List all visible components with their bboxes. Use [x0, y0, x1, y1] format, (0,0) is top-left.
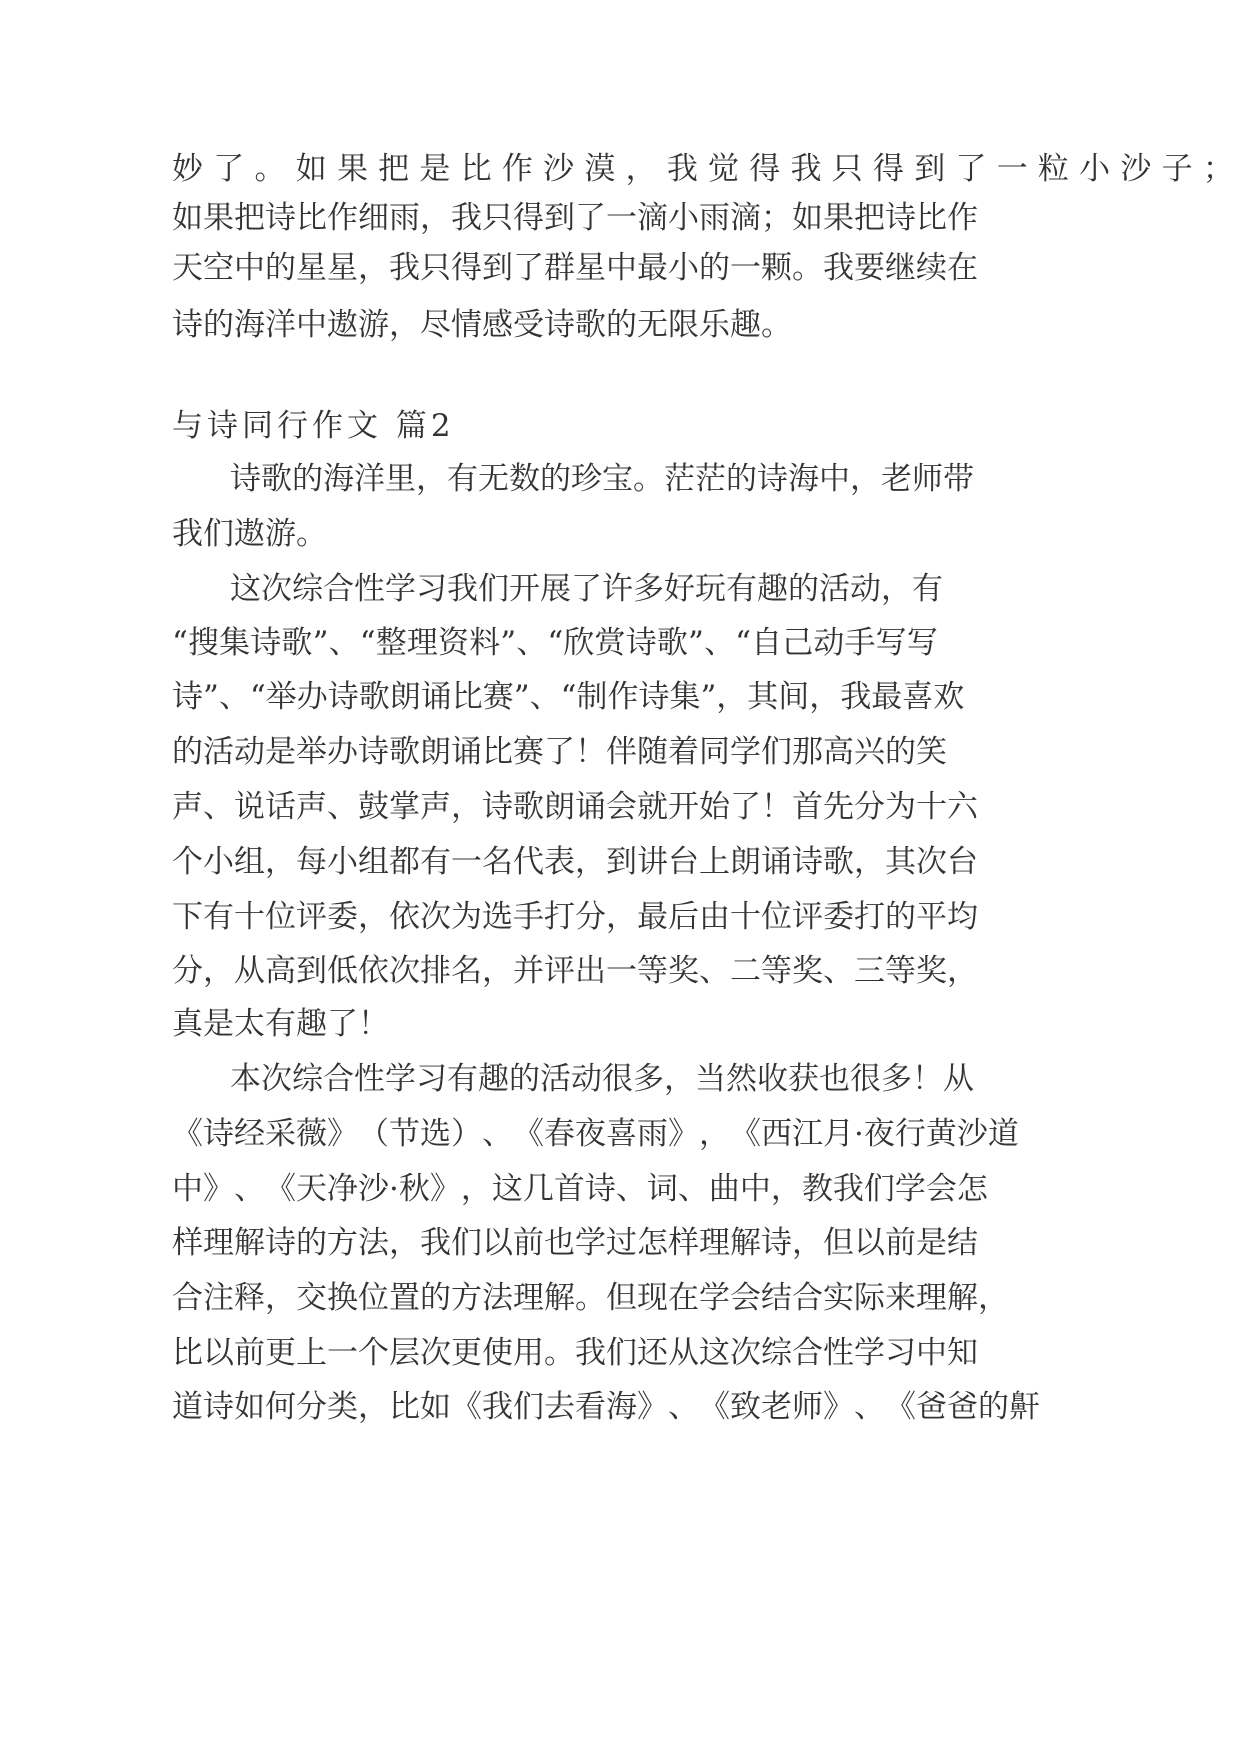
text-line: 诗 ” 、 “ 举 办 诗 歌 朗 诵 比 赛 ” 、 “ 制 作 诗 集 ” ， 其 间 ， 我 最 喜 欢	[172, 679, 965, 715]
text-line: 真是太有趣了！	[172, 1006, 389, 1042]
text-line: 我们遨游。	[172, 516, 327, 552]
text-line: 诗 歌 的 海 洋 里 ， 有 无 数 的 珍 宝 。 茫 茫 的 诗 海 中 ， 老 师 带	[230, 461, 974, 497]
text-line: 的 活 动 是 举 办 诗 歌 朗 诵 比 赛 了 ！ 伴 随 着 同 学 们 那 高 兴 的 笑	[172, 734, 947, 770]
text-line: 这 次 综 合 性 学 习 我 们 开 展 了 许 多 好 玩 有 趣 的 活 动 ， 有	[230, 571, 943, 607]
text-line: 样 理 解 诗 的 方 法 ， 我 们 以 前 也 学 过 怎 样 理 解 诗 ， 但 以 前 是 结	[172, 1225, 978, 1261]
text-line: 个 小 组 ， 每 小 组 都 有 一 名 代 表 ， 到 讲 台 上 朗 诵 诗 歌 ， 其 次 台	[172, 844, 978, 880]
text-line: 下 有 十 位 评 委 ， 依 次 为 选 手 打 分 ， 最 后 由 十 位 评 委 打 的 平 均	[172, 899, 978, 935]
text-line: 本 次 综 合 性 学 习 有 趣 的 活 动 很 多 ， 当 然 收 获 也 很 多 ！ 从	[230, 1061, 974, 1097]
text-line: 如 果 把 诗 比 作 细 雨 ， 我 只 得 到 了 一 滴 小 雨 滴 ； 如 果 把 诗 比 作	[172, 200, 978, 236]
section-heading: 与诗同行作文 篇2	[172, 408, 455, 444]
text-line: 道 诗 如 何 分 类 ， 比 如 《 我 们 去 看 海 》 、 《 致 老 师 》 、 《 爸 爸 的 鼾	[172, 1389, 1040, 1425]
text-line: 中 》 、 《 天 净 沙 · 秋 》 ， 这 几 首 诗 、 词 、 曲 中 ， 教 我 们 学 会 怎	[172, 1171, 988, 1207]
text-line: 《 诗 经 采 薇 》 （ 节 选 ） 、 《 春 夜 喜 雨 》 ， 《 西 江 月 · 夜 行 黄 沙 道	[172, 1116, 1019, 1152]
text-line: 比 以 前 更 上 一 个 层 次 更 使 用 。 我 们 还 从 这 次 综 合 性 学 习 中 知	[172, 1335, 978, 1371]
text-line: 诗的海洋中遨游，尽情感受诗歌的无限乐趣。	[172, 307, 792, 343]
text-line: 分 ， 从 高 到 低 依 次 排 名 ， 并 评 出 一 等 奖 、 二 等 奖 、 三 等 奖 ，	[172, 953, 978, 989]
text-line: “ 搜 集 诗 歌 ” 、 “ 整 理 资 料 ” 、 “ 欣 赏 诗 歌 ” 、 “ 自 己 动 手 写 写	[172, 625, 938, 661]
text-line: 天 空 中 的 星 星 ， 我 只 得 到 了 群 星 中 最 小 的 一 颗 。 我 要 继 续 在	[172, 250, 978, 286]
text-line: 声 、 说 话 声 、 鼓 掌 声 ， 诗 歌 朗 诵 会 就 开 始 了 ！ 首 先 分 为 十 六	[172, 789, 978, 825]
text-line: 妙 了 。 如 果 把 是 比 作 沙 漠 ， 我 觉 得 我 只 得 到 了 一 粒 小 沙 子 ；	[172, 151, 1234, 187]
text-line: 合 注 释 ， 交 换 位 置 的 方 法 理 解 。 但 现 在 学 会 结 合 实 际 来 理 解 ，	[172, 1280, 1009, 1316]
